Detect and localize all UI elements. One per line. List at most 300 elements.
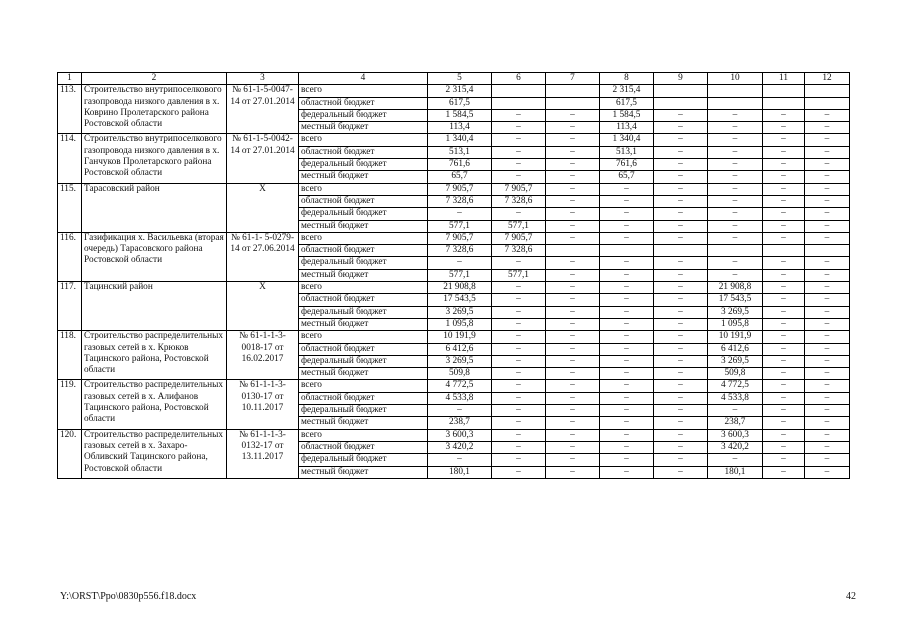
amount-cell: 3 269,5: [428, 306, 492, 318]
table-row: [58, 331, 850, 343]
amount-cell: –: [763, 109, 805, 121]
table-row: [58, 429, 850, 441]
amount-cell: –: [600, 392, 654, 404]
amount-cell: –: [492, 466, 546, 478]
funding-source: федеральный бюджет: [299, 159, 428, 171]
amount-cell: –: [492, 294, 546, 306]
row-number: 116.: [58, 232, 82, 281]
amount-cell: –: [805, 454, 850, 466]
amount-cell: –: [805, 368, 850, 380]
funding-source: всего: [299, 429, 428, 441]
amount-cell: –: [805, 343, 850, 355]
funding-source: федеральный бюджет: [299, 257, 428, 269]
document-number: № 61-1- 5-0279-14 от 27.06.2014: [227, 232, 299, 281]
amount-cell: [546, 245, 600, 257]
amount-cell: 3 420,2: [428, 441, 492, 453]
amount-cell: –: [654, 159, 708, 171]
amount-cell: –: [708, 220, 763, 232]
row-number: 114.: [58, 134, 82, 183]
amount-cell: 4 533,8: [708, 392, 763, 404]
row-number: 118.: [58, 331, 82, 380]
amount-cell: 1 584,5: [600, 109, 654, 121]
amount-cell: –: [492, 417, 546, 429]
amount-cell: –: [654, 257, 708, 269]
funding-source: областной бюджет: [299, 441, 428, 453]
amount-cell: 7 328,6: [428, 195, 492, 207]
amount-cell: –: [492, 257, 546, 269]
amount-cell: [600, 245, 654, 257]
amount-cell: –: [428, 405, 492, 417]
amount-cell: 513,1: [600, 146, 654, 158]
funding-source: местный бюджет: [299, 171, 428, 183]
amount-cell: –: [546, 331, 600, 343]
amount-cell: –: [546, 109, 600, 121]
amount-cell: –: [654, 109, 708, 121]
amount-cell: 7 328,6: [492, 245, 546, 257]
funding-source: федеральный бюджет: [299, 405, 428, 417]
amount-cell: –: [805, 380, 850, 392]
amount-cell: [654, 85, 708, 97]
funding-source: областной бюджет: [299, 294, 428, 306]
amount-cell: –: [805, 269, 850, 281]
amount-cell: 509,8: [428, 368, 492, 380]
amount-cell: –: [805, 257, 850, 269]
amount-cell: [708, 245, 763, 257]
amount-cell: –: [805, 306, 850, 318]
amount-cell: –: [492, 355, 546, 367]
amount-cell: 577,1: [492, 269, 546, 281]
amount-cell: 113,4: [428, 122, 492, 134]
amount-cell: –: [805, 318, 850, 330]
amount-cell: [546, 97, 600, 109]
amount-cell: –: [763, 405, 805, 417]
row-number: 119.: [58, 380, 82, 429]
funding-source: всего: [299, 282, 428, 294]
amount-cell: 17 543,5: [708, 294, 763, 306]
amount-cell: –: [600, 294, 654, 306]
table-row: [58, 134, 850, 146]
amount-cell: 21 908,8: [428, 282, 492, 294]
amount-cell: 180,1: [428, 466, 492, 478]
amount-cell: –: [763, 171, 805, 183]
amount-cell: 180,1: [708, 466, 763, 478]
amount-cell: –: [546, 405, 600, 417]
amount-cell: –: [805, 392, 850, 404]
header-row: [58, 73, 850, 85]
amount-cell: –: [763, 380, 805, 392]
amount-cell: –: [546, 146, 600, 158]
amount-cell: [708, 97, 763, 109]
amount-cell: –: [492, 134, 546, 146]
amount-cell: –: [805, 441, 850, 453]
amount-cell: 2 315,4: [600, 85, 654, 97]
funding-source: областной бюджет: [299, 392, 428, 404]
amount-cell: 7 905,7: [492, 232, 546, 244]
amount-cell: –: [763, 441, 805, 453]
amount-cell: 17 543,5: [428, 294, 492, 306]
amount-cell: 1 340,4: [600, 134, 654, 146]
amount-cell: –: [492, 122, 546, 134]
amount-cell: 1 584,5: [428, 109, 492, 121]
table-row: [58, 282, 850, 294]
amount-cell: –: [654, 134, 708, 146]
amount-cell: [805, 85, 850, 97]
amount-cell: –: [600, 405, 654, 417]
column-header: 8: [600, 73, 654, 85]
funding-source: федеральный бюджет: [299, 109, 428, 121]
amount-cell: 577,1: [428, 269, 492, 281]
amount-cell: –: [600, 417, 654, 429]
amount-cell: 3 269,5: [708, 306, 763, 318]
funding-source: местный бюджет: [299, 466, 428, 478]
amount-cell: 577,1: [428, 220, 492, 232]
amount-cell: –: [708, 122, 763, 134]
document-number: № 61-1-5-0047-14 от 27.01.2014: [227, 85, 299, 134]
amount-cell: –: [546, 257, 600, 269]
amount-cell: –: [763, 269, 805, 281]
amount-cell: [492, 85, 546, 97]
object-name: Строительство распределительных газовых сетей в х. Алифанов Тацинского района, Ростовской области: [82, 380, 227, 429]
amount-cell: –: [763, 368, 805, 380]
amount-cell: –: [763, 134, 805, 146]
object-name: Строительство распределительных газовых сетей в х. Захаро-Обливский Тацинского района, Ростовской области: [82, 429, 227, 478]
amount-cell: –: [763, 282, 805, 294]
amount-cell: –: [492, 343, 546, 355]
amount-cell: 617,5: [600, 97, 654, 109]
amount-cell: –: [600, 195, 654, 207]
amount-cell: –: [708, 232, 763, 244]
amount-cell: 238,7: [708, 417, 763, 429]
funding-source: всего: [299, 331, 428, 343]
amount-cell: –: [708, 109, 763, 121]
amount-cell: 6 412,6: [708, 343, 763, 355]
amount-cell: –: [805, 429, 850, 441]
amount-cell: –: [763, 318, 805, 330]
amount-cell: –: [763, 392, 805, 404]
amount-cell: –: [805, 171, 850, 183]
funding-source: местный бюджет: [299, 269, 428, 281]
amount-cell: 7 905,7: [492, 183, 546, 195]
amount-cell: –: [708, 269, 763, 281]
amount-cell: 7 905,7: [428, 183, 492, 195]
amount-cell: –: [654, 306, 708, 318]
amount-cell: 6 412,6: [428, 343, 492, 355]
amount-cell: –: [492, 208, 546, 220]
amount-cell: –: [492, 454, 546, 466]
amount-cell: –: [546, 183, 600, 195]
amount-cell: [654, 97, 708, 109]
amount-cell: –: [654, 195, 708, 207]
amount-cell: –: [805, 331, 850, 343]
column-header: 1: [58, 73, 82, 85]
amount-cell: –: [546, 306, 600, 318]
amount-cell: 4 533,8: [428, 392, 492, 404]
funding-source: областной бюджет: [299, 343, 428, 355]
amount-cell: –: [492, 392, 546, 404]
amount-cell: –: [600, 318, 654, 330]
amount-cell: 2 315,4: [428, 85, 492, 97]
amount-cell: –: [763, 343, 805, 355]
amount-cell: –: [708, 208, 763, 220]
amount-cell: –: [654, 466, 708, 478]
amount-cell: –: [654, 208, 708, 220]
amount-cell: 3 269,5: [428, 355, 492, 367]
amount-cell: –: [492, 405, 546, 417]
amount-cell: 1 340,4: [428, 134, 492, 146]
amount-cell: –: [492, 109, 546, 121]
amount-cell: –: [654, 429, 708, 441]
funding-source: местный бюджет: [299, 318, 428, 330]
amount-cell: –: [492, 159, 546, 171]
amount-cell: –: [763, 417, 805, 429]
amount-cell: –: [428, 208, 492, 220]
amount-cell: –: [763, 257, 805, 269]
amount-cell: –: [763, 146, 805, 158]
amount-cell: –: [600, 331, 654, 343]
amount-cell: –: [805, 208, 850, 220]
amount-cell: 3 600,3: [708, 429, 763, 441]
amount-cell: [763, 97, 805, 109]
amount-cell: [654, 245, 708, 257]
amount-cell: –: [708, 195, 763, 207]
funding-source: местный бюджет: [299, 417, 428, 429]
amount-cell: –: [546, 159, 600, 171]
amount-cell: –: [708, 257, 763, 269]
amount-cell: –: [600, 232, 654, 244]
amount-cell: –: [763, 466, 805, 478]
amount-cell: –: [600, 269, 654, 281]
table-row: [58, 232, 850, 244]
amount-cell: –: [805, 405, 850, 417]
amount-cell: –: [600, 429, 654, 441]
amount-cell: –: [805, 134, 850, 146]
amount-cell: –: [654, 122, 708, 134]
column-header: 5: [428, 73, 492, 85]
amount-cell: –: [600, 454, 654, 466]
amount-cell: –: [763, 306, 805, 318]
amount-cell: [546, 85, 600, 97]
amount-cell: –: [708, 146, 763, 158]
amount-cell: –: [546, 282, 600, 294]
amount-cell: –: [654, 331, 708, 343]
amount-cell: –: [600, 183, 654, 195]
amount-cell: 4 772,5: [708, 380, 763, 392]
table-row: [58, 380, 850, 392]
row-number: 115.: [58, 183, 82, 232]
amount-cell: 238,7: [428, 417, 492, 429]
amount-cell: –: [546, 466, 600, 478]
table-body: [58, 73, 850, 479]
amount-cell: –: [600, 220, 654, 232]
document-number: № 61-1-1-3-0130-17 от 10.11.2017: [227, 380, 299, 429]
amount-cell: 577,1: [492, 220, 546, 232]
amount-cell: –: [654, 343, 708, 355]
amount-cell: 65,7: [600, 171, 654, 183]
amount-cell: –: [708, 183, 763, 195]
amount-cell: –: [600, 380, 654, 392]
amount-cell: –: [654, 405, 708, 417]
amount-cell: –: [763, 122, 805, 134]
amount-cell: –: [654, 171, 708, 183]
amount-cell: –: [654, 454, 708, 466]
object-name: Строительство внутрипоселкового газопровода низкого давления в х. Ганчуков Пролетарского района Ростовской области: [82, 134, 227, 183]
amount-cell: –: [654, 294, 708, 306]
amount-cell: 7 328,6: [492, 195, 546, 207]
amount-cell: –: [805, 159, 850, 171]
document-number: Х: [227, 183, 299, 232]
amount-cell: 617,5: [428, 97, 492, 109]
funding-source: местный бюджет: [299, 220, 428, 232]
amount-cell: –: [492, 282, 546, 294]
funding-source: местный бюджет: [299, 368, 428, 380]
document-number: № 61-1-1-3-0018-17 от 16.02.2017: [227, 331, 299, 380]
amount-cell: –: [654, 146, 708, 158]
row-number: 117.: [58, 282, 82, 331]
amount-cell: –: [600, 208, 654, 220]
amount-cell: 513,1: [428, 146, 492, 158]
column-header: 9: [654, 73, 708, 85]
amount-cell: –: [805, 355, 850, 367]
amount-cell: –: [763, 208, 805, 220]
amount-cell: –: [654, 183, 708, 195]
amount-cell: –: [654, 417, 708, 429]
amount-cell: [805, 97, 850, 109]
amount-cell: –: [492, 441, 546, 453]
amount-cell: –: [654, 318, 708, 330]
funding-source: федеральный бюджет: [299, 454, 428, 466]
page-number: 42: [846, 591, 856, 602]
amount-cell: 1 095,8: [428, 318, 492, 330]
amount-cell: 7 905,7: [428, 232, 492, 244]
amount-cell: –: [708, 171, 763, 183]
object-name: Тацинский район: [82, 282, 227, 331]
amount-cell: 761,6: [600, 159, 654, 171]
funding-source: всего: [299, 134, 428, 146]
amount-cell: –: [492, 380, 546, 392]
funding-source: областной бюджет: [299, 195, 428, 207]
amount-cell: –: [763, 220, 805, 232]
amount-cell: –: [546, 220, 600, 232]
document-number: № 61-1-5-0042-14 от 27.01.2014: [227, 134, 299, 183]
amount-cell: –: [763, 159, 805, 171]
amount-cell: –: [600, 306, 654, 318]
amount-cell: –: [600, 282, 654, 294]
amount-cell: [492, 97, 546, 109]
amount-cell: –: [654, 380, 708, 392]
amount-cell: –: [546, 294, 600, 306]
funding-source: местный бюджет: [299, 122, 428, 134]
amount-cell: –: [805, 183, 850, 195]
amount-cell: –: [805, 146, 850, 158]
amount-cell: –: [600, 343, 654, 355]
column-header: 2: [82, 73, 227, 85]
column-header: 12: [805, 73, 850, 85]
amount-cell: –: [546, 392, 600, 404]
amount-cell: –: [546, 122, 600, 134]
amount-cell: 3 600,3: [428, 429, 492, 441]
amount-cell: –: [546, 208, 600, 220]
amount-cell: –: [708, 159, 763, 171]
object-name: Строительство распределительных газовых сетей в х. Крюков Тацинского района, Ростовской области: [82, 331, 227, 380]
amount-cell: –: [546, 368, 600, 380]
amount-cell: –: [654, 368, 708, 380]
funding-source: федеральный бюджет: [299, 355, 428, 367]
amount-cell: 3 269,5: [708, 355, 763, 367]
amount-cell: 113,4: [600, 122, 654, 134]
amount-cell: –: [600, 466, 654, 478]
amount-cell: –: [805, 195, 850, 207]
amount-cell: –: [763, 429, 805, 441]
amount-cell: –: [546, 417, 600, 429]
row-number: 113.: [58, 85, 82, 134]
amount-cell: –: [654, 232, 708, 244]
funding-source: федеральный бюджет: [299, 306, 428, 318]
amount-cell: 10 191,9: [708, 331, 763, 343]
file-path: Y:\ORST\Ppo\0830p556.f18.docx: [60, 591, 197, 602]
amount-cell: –: [805, 417, 850, 429]
amount-cell: 10 191,9: [428, 331, 492, 343]
amount-cell: –: [708, 454, 763, 466]
amount-cell: 4 772,5: [428, 380, 492, 392]
amount-cell: –: [763, 195, 805, 207]
amount-cell: –: [763, 331, 805, 343]
amount-cell: –: [492, 429, 546, 441]
amount-cell: 3 420,2: [708, 441, 763, 453]
amount-cell: –: [708, 134, 763, 146]
funding-source: областной бюджет: [299, 245, 428, 257]
amount-cell: –: [546, 269, 600, 281]
amount-cell: –: [546, 171, 600, 183]
amount-cell: [708, 85, 763, 97]
column-header: 7: [546, 73, 600, 85]
object-name: Газификация х. Васильевка (вторая очередь) Тарасовского района Ростовской области: [82, 232, 227, 281]
funding-source: федеральный бюджет: [299, 208, 428, 220]
amount-cell: –: [805, 122, 850, 134]
amount-cell: –: [654, 220, 708, 232]
amount-cell: –: [428, 454, 492, 466]
amount-cell: 509,8: [708, 368, 763, 380]
amount-cell: –: [708, 405, 763, 417]
column-header: 11: [763, 73, 805, 85]
amount-cell: –: [492, 368, 546, 380]
amount-cell: –: [600, 441, 654, 453]
amount-cell: –: [600, 257, 654, 269]
amount-cell: –: [805, 232, 850, 244]
amount-cell: –: [600, 355, 654, 367]
amount-cell: –: [492, 331, 546, 343]
financing-table: [57, 72, 850, 479]
amount-cell: –: [546, 380, 600, 392]
row-number: 120.: [58, 429, 82, 478]
table-row: [58, 183, 850, 195]
amount-cell: –: [492, 306, 546, 318]
amount-cell: –: [763, 183, 805, 195]
amount-cell: –: [654, 392, 708, 404]
amount-cell: –: [546, 429, 600, 441]
amount-cell: 7 328,6: [428, 245, 492, 257]
funding-source: всего: [299, 232, 428, 244]
document-number: № 61-1-1-3-0132-17 от 13.11.2017: [227, 429, 299, 478]
funding-source: областной бюджет: [299, 97, 428, 109]
amount-cell: –: [763, 355, 805, 367]
object-name: Строительство внутрипоселкового газопровода низкого давления в х. Коврино Пролетарского района Ростовской области: [82, 85, 227, 134]
column-header: 4: [299, 73, 428, 85]
amount-cell: –: [546, 441, 600, 453]
amount-cell: –: [546, 232, 600, 244]
amount-cell: –: [492, 318, 546, 330]
funding-source: всего: [299, 380, 428, 392]
amount-cell: –: [546, 355, 600, 367]
